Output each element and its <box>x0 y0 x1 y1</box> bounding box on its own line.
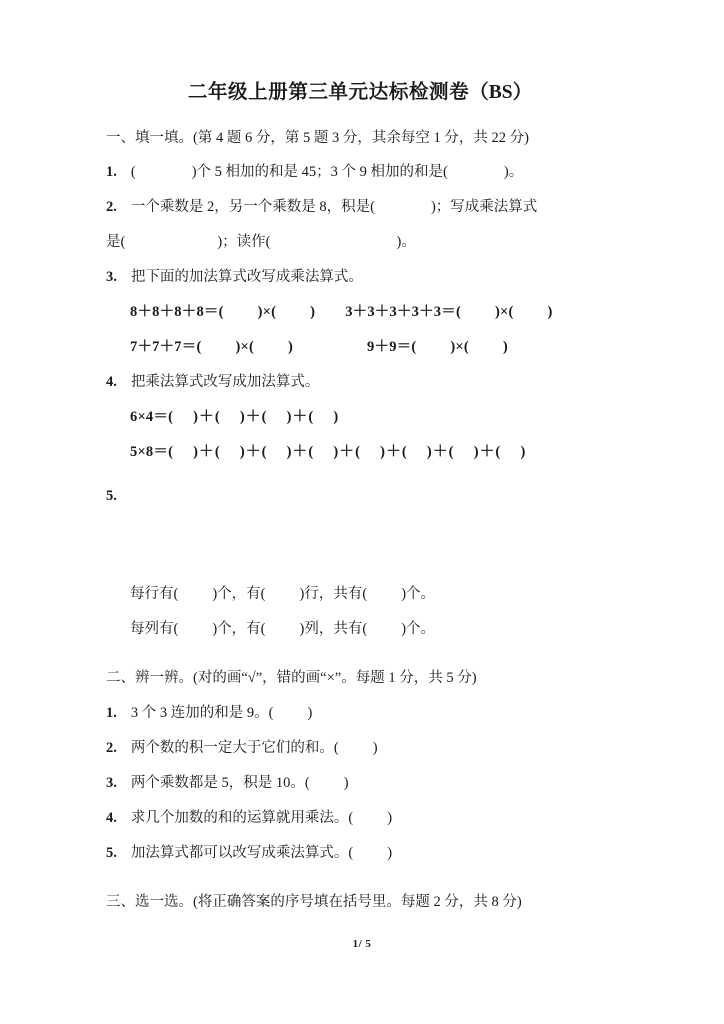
question-4-eq-1-term-close-4: ) <box>333 409 339 425</box>
section-2-heading-text: 二、辨一辨。(对的画“√”，错的画“×”。每题 1 分，共 5 分) <box>106 670 477 686</box>
question-5-number-row <box>106 480 614 513</box>
question-4-eq-2-term-plus-7: ＋ <box>479 444 495 460</box>
question-1-text-a: ( <box>130 164 136 180</box>
section-3-heading <box>106 885 614 920</box>
section-2-item-3 <box>106 766 614 801</box>
page-title <box>106 76 614 104</box>
section-2-item-2-text: 两个数的积一定大于它们的和。( <box>130 740 339 756</box>
question-4-eq-1-term-plus-1: ＋ <box>199 409 214 425</box>
question-4-eq-1-term-open-3: ( <box>261 409 267 425</box>
question-3-prompt-text: 把下面的加法算式改写成乘法算式。 <box>130 269 363 285</box>
question-4-eq-2-term-open-5: ( <box>355 444 361 460</box>
question-5-line-1 <box>106 577 614 612</box>
question-4-eq-1-head: 6×4＝ <box>130 409 169 425</box>
question-4-eq-1-term-close-2: ) <box>239 409 245 425</box>
section-2-heading <box>106 661 614 696</box>
page-title-edition: （BS） <box>469 82 533 103</box>
page-footer <box>0 938 724 950</box>
question-4-number: 4. <box>106 374 117 390</box>
question-4-eq-2-terms[interactable] <box>168 444 525 460</box>
question-4-eq-2-term-open-2: ( <box>214 444 220 460</box>
question-4-equation-2 <box>106 435 614 470</box>
section-2-item-1-close: ) <box>307 705 313 721</box>
question-1 <box>106 155 614 190</box>
question-4-eq-2-term-open-1: ( <box>168 444 174 460</box>
question-3-eq-2-right: ) <box>547 304 553 320</box>
question-4-eq-2-term-open-7: ( <box>448 444 454 460</box>
question-2-text-d: )；读作( <box>217 234 271 250</box>
question-5-text-b: )个，有( <box>212 586 266 602</box>
question-3-eq-2-left: 3＋3＋3＋3＋3＝( <box>345 304 461 320</box>
question-4-eq-1-terms[interactable] <box>168 409 338 425</box>
question-2-text-e: )。 <box>396 234 416 250</box>
question-4-eq-2-term-open-3: ( <box>261 444 267 460</box>
question-3-prompt <box>106 260 614 295</box>
question-5-text-d: )个。 <box>401 586 436 602</box>
page-number: 1/ 5 <box>352 938 372 950</box>
question-5-text-a: 每行有( <box>130 586 179 602</box>
question-2-text-c: 是( <box>106 234 126 250</box>
question-4-eq-2-term-plus-6: ＋ <box>432 444 448 460</box>
section-2-item-2-number: 2. <box>106 740 117 756</box>
question-4-equation-1 <box>106 400 614 435</box>
question-3-eq-3-right: ) <box>288 339 294 355</box>
section-2-item-2-close: ) <box>372 740 378 756</box>
question-4-eq-1-term-plus-2: ＋ <box>245 409 261 425</box>
question-3-eq-4-left: 9＋9＝( <box>367 339 417 355</box>
question-4-eq-2-term-plus-4: ＋ <box>339 444 355 460</box>
section-1-heading-text: 一、填一填。(第 4 题 6 分，第 5 题 3 分，其余每空 1 分，共 22 分) <box>106 130 529 146</box>
question-3-eq-4-mid: )×( <box>450 339 469 355</box>
section-2-item-5-close: ) <box>387 845 393 861</box>
question-4-eq-1-term-close-3: ) <box>286 409 292 425</box>
question-4-eq-1-term-open-2: ( <box>214 409 220 425</box>
question-4-eq-2-term-close-7: ) <box>473 444 479 460</box>
question-4-eq-2-term-close-6: ) <box>426 444 432 460</box>
question-4-prompt-text: 把乘法算式改写成加法算式。 <box>130 374 320 390</box>
question-4-eq-1-term-close-1: ) <box>193 409 199 425</box>
question-1-text-c: )。 <box>503 164 524 180</box>
question-5-figure <box>106 513 614 577</box>
question-4-eq-2-term-close-4: ) <box>333 444 339 460</box>
question-4-eq-2-term-close-8: ) <box>520 444 526 460</box>
question-5-text-h: )个。 <box>401 621 436 637</box>
section-2-item-5 <box>106 836 614 871</box>
question-3-eq-3-mid: )×( <box>235 339 255 355</box>
question-3-eq-1-mid: )×( <box>257 304 277 320</box>
question-4-eq-2-term-close-3: ) <box>286 444 292 460</box>
question-3-eq-4-right: ) <box>502 339 508 355</box>
section-2-item-1 <box>106 696 614 731</box>
question-3-eq-1-left: 8＋8＋8＋8＝( <box>130 304 224 320</box>
section-2-item-5-text: 加法算式都可以改写成乘法算式。( <box>130 845 354 861</box>
section-2-item-4 <box>106 801 614 836</box>
question-5-text-g: )列，共有( <box>299 621 368 637</box>
question-4-prompt <box>106 365 614 400</box>
section-2-item-3-close: ) <box>343 775 349 791</box>
question-3-eq-2-mid: )×( <box>494 304 514 320</box>
section-2-item-4-text: 求几个加数的和的运算就用乘法。( <box>130 810 354 826</box>
question-4-eq-1-term-open-4: ( <box>308 409 314 425</box>
question-2-line-1 <box>106 190 614 225</box>
section-2-item-3-number: 3. <box>106 775 117 791</box>
question-4-eq-2-head: 5×8＝ <box>130 444 169 460</box>
question-4-eq-2-term-close-2: ) <box>239 444 245 460</box>
question-3-eq-3-left: 7＋7＋7＝( <box>130 339 202 355</box>
question-1-number: 1. <box>106 164 117 180</box>
section-2-item-1-text: 3 个 3 连加的和是 9。( <box>130 705 274 721</box>
question-4-eq-2-term-plus-5: ＋ <box>386 444 401 460</box>
section-3-heading-text: 三、选一选。(将正确答案的序号填在括号里。每题 2 分，共 8 分) <box>106 894 522 910</box>
question-2-number: 2. <box>106 199 117 215</box>
question-2-text-a: 一个乘数是 2，另一个乘数是 8，积是( <box>130 199 375 215</box>
question-4-eq-2-term-close-5: ) <box>380 444 386 460</box>
question-3-number: 3. <box>106 269 117 285</box>
question-1-text-b: )个 5 相加的和是 45；3 个 9 相加的和是( <box>191 164 448 180</box>
question-5-text-f: )个，有( <box>212 621 266 637</box>
page-content <box>106 76 614 920</box>
question-4-eq-2-term-open-6: ( <box>401 444 407 460</box>
question-2-text-b: )；写成乘法算式 <box>430 199 538 215</box>
section-2-item-5-number: 5. <box>106 845 117 861</box>
question-5-number: 5. <box>106 488 117 504</box>
question-3-equation-row-1 <box>106 295 614 330</box>
section-2-item-2 <box>106 731 614 766</box>
question-4-eq-2-term-plus-3: ＋ <box>292 444 308 460</box>
question-5-line-2 <box>106 612 614 647</box>
question-5-text-c: )行，共有( <box>299 586 368 602</box>
section-1-heading <box>106 122 614 155</box>
section-2-item-3-text: 两个乘数都是 5，积是 10。( <box>130 775 310 791</box>
question-4-eq-2-term-plus-2: ＋ <box>245 444 261 460</box>
question-4-eq-1-term-plus-3: ＋ <box>292 409 308 425</box>
section-2-item-1-number: 1. <box>106 705 117 721</box>
question-4-eq-1-term-open-1: ( <box>168 409 174 425</box>
question-5-text-e: 每列有( <box>130 621 179 637</box>
question-3-eq-1-right: ) <box>310 304 316 320</box>
question-4-eq-2-term-plus-1: ＋ <box>199 444 214 460</box>
question-3-equation-row-2 <box>106 330 614 365</box>
question-4-eq-2-term-open-8: ( <box>495 444 501 460</box>
page-title-text: 二年级上册第三单元达标检测卷 <box>187 82 470 103</box>
section-2-item-4-close: ) <box>387 810 393 826</box>
question-4-eq-2-term-close-1: ) <box>193 444 199 460</box>
question-2-line-2 <box>106 225 614 260</box>
section-2-item-4-number: 4. <box>106 810 117 826</box>
question-4-eq-2-term-open-4: ( <box>308 444 314 460</box>
